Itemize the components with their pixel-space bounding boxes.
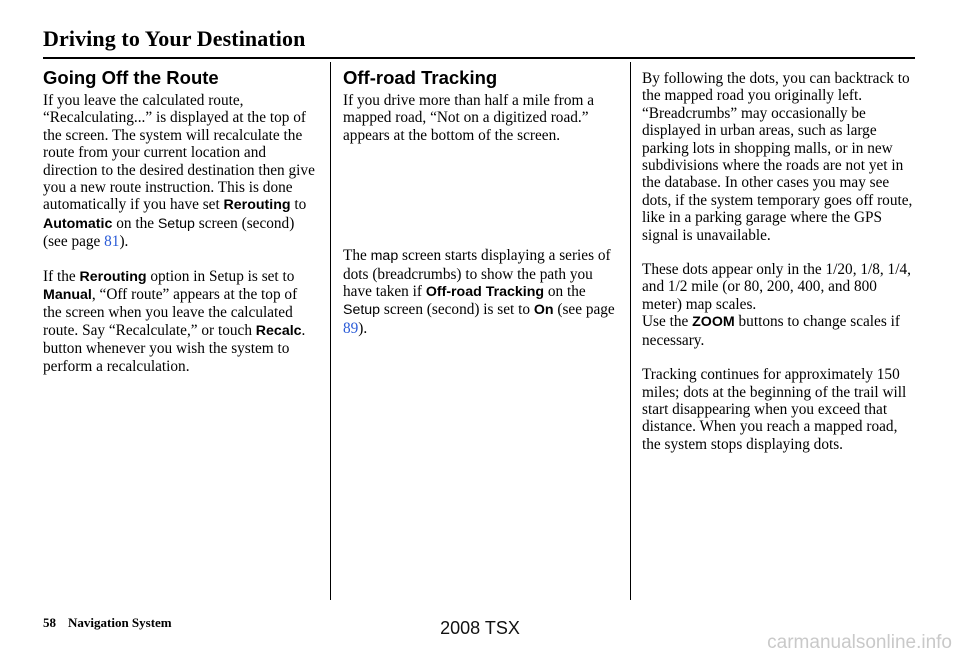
page-title: Driving to Your Destination — [43, 26, 306, 51]
text: , “Off route” appears at the top of the screen when you leave the calculated route. Say “Recalculate,” or touch — [43, 286, 298, 339]
text: . button whenever you wish the system to perform a recalculation. — [43, 321, 306, 375]
paragraph: If you drive more than half a mile from a mapped road, “Not on a digitized road.” appears at the bottom of the screen. — [343, 92, 595, 144]
on-term: On — [533, 302, 554, 319]
manual-term: Manual — [43, 287, 92, 304]
page-number: 58 — [43, 615, 56, 630]
column-off-road-tracking — [343, 66, 617, 354]
text: screen (second) (see page — [43, 214, 295, 251]
automatic-term: Automatic — [43, 215, 113, 232]
off-road-tracking-term: Off-road Tracking — [425, 284, 545, 301]
watermark: carmanualsonline.info — [767, 632, 952, 653]
setup-term: Setup — [343, 302, 381, 319]
footer-model: 2008 TSX — [440, 618, 520, 638]
setup-term: Setup — [157, 215, 195, 232]
text: ). — [119, 233, 129, 251]
paragraph: By following the dots, you can backtrack to the mapped road you originally left. “Breadcrumbs” may occasionally be displayed in urban areas, such as large parking lots in shopping malls, or in new subdivisions where the roads are not yet in the database. In other cases you may see dots, if the system temporary goes off route, like in a parking garage where the GPS signal is unavailable. — [642, 70, 913, 244]
column-divider — [630, 62, 631, 600]
paragraph: Tracking continues for approximately 150 miles; dots at the beginning of the trail will start disappearing when you exceed that distance. When you reach a mapped road, the system stops displaying dots. — [642, 366, 907, 453]
text: on the — [544, 283, 586, 301]
section-heading-going-off-route: Going Off the Route — [43, 67, 219, 88]
text: ). — [358, 319, 368, 337]
text: screen starts displaying a series of dots (breadcrumbs) to show the path you have taken if — [343, 247, 611, 301]
text: If the — [43, 267, 80, 285]
map-term: map — [370, 248, 399, 265]
section-heading-off-road-tracking: Off-road Tracking — [343, 67, 498, 88]
recalc-term: Recalc — [255, 322, 302, 339]
rerouting-term: Rerouting — [79, 268, 147, 285]
text: These dots appear only in the 1/20, 1/8, 1/4, and 1/2 mile (or 80, 200, 400, and 800 meter) map scales. — [642, 261, 911, 313]
text: option in Setup is set to — [146, 267, 295, 285]
page-link-81[interactable]: 81 — [104, 233, 120, 251]
text: to — [290, 196, 307, 214]
text: buttons to change scales if necessary. — [642, 313, 900, 349]
manual-name: Navigation System — [68, 615, 172, 630]
text: screen (second) is set to — [380, 301, 534, 319]
paragraph — [343, 247, 617, 337]
text: The — [343, 247, 371, 265]
text: Use the — [642, 313, 693, 331]
text: on the — [112, 214, 158, 232]
text: If you leave the calculated route, “Recalculating...” is displayed at the top of the screen. The system will recalculate the route from your current location and direction to the desired destination then give you a new route instruction. This is done automatically if you have set — [43, 92, 315, 214]
text: (see page — [553, 301, 615, 319]
column-divider — [330, 62, 331, 600]
title-rule — [43, 57, 915, 59]
column-going-off-route — [43, 66, 319, 392]
paragraph — [642, 261, 918, 349]
paragraph — [43, 268, 319, 375]
page-link-89[interactable]: 89 — [343, 319, 359, 337]
column-continued — [642, 70, 918, 470]
paragraph — [43, 92, 319, 251]
rerouting-term: Rerouting — [223, 197, 291, 214]
zoom-term: ZOOM — [692, 314, 735, 331]
